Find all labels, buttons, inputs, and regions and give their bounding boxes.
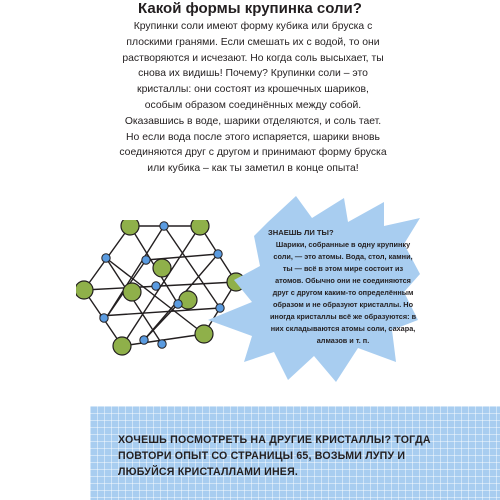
atom-blue <box>158 340 166 348</box>
atom-blue <box>160 222 168 230</box>
body-paragraph: Крупинки соли имеют форму кубика или бруска с плоскими гранями. Если смешать их с водой, то они растворяются и исчезают. Но когда соль высыхает, ты снова их видишь! Почему? Крупинки соли – это кристаллы: они состоят из крошечных шариков, особым образом соединённых между собой. Оказавшись в воде, шарики отделяются, и соль тает. Но если вода после этого испаряется, шарики вновь соединяются друг с другом и принимают форму бруска или кубика – как ты заметил в конце опыта! <box>119 21 387 175</box>
did-you-know-box <box>268 227 418 347</box>
atom-green <box>191 220 209 235</box>
page-title: Какой формы крупинка соли? <box>138 0 362 17</box>
atom-blue <box>142 256 150 264</box>
atom-blue <box>174 300 182 308</box>
atom-green <box>123 283 141 301</box>
atom-green <box>76 281 93 299</box>
atom-blue <box>100 314 108 322</box>
did-you-know-heading: ЗНАЕШЬ ЛИ ТЫ? <box>268 228 334 237</box>
atom-blue <box>140 336 148 344</box>
did-you-know-text: Шарики, собранные в одну крупинку соли, — это атомы. Вода, стол, камни, ты — всё в этом мире состоит из атомов. Обычно они не соединяются друг с другом каким-то определённым образом и не образуют кристаллы. Но иногда кристаллы всё же образуются: в них складываются атомы соли, сахара, алмазов и т. п. <box>269 240 417 345</box>
atom-green <box>121 220 139 235</box>
atom-green <box>113 337 131 355</box>
atom-blue <box>102 254 110 262</box>
callout-text: ХОЧЕШЬ ПОСМОТРЕТЬ НА ДРУГИЕ КРИСТАЛЛЫ? ТОГДА ПОВТОРИ ОПЫТ СО СТРАНИЦЫ 65, ВОЗЬМИ ЛУПУ И ЛЮБУЙСЯ КРИСТАЛЛАМИ ИНЕЯ. <box>118 434 431 478</box>
atom-green <box>153 259 171 277</box>
atom-blue <box>152 282 160 290</box>
